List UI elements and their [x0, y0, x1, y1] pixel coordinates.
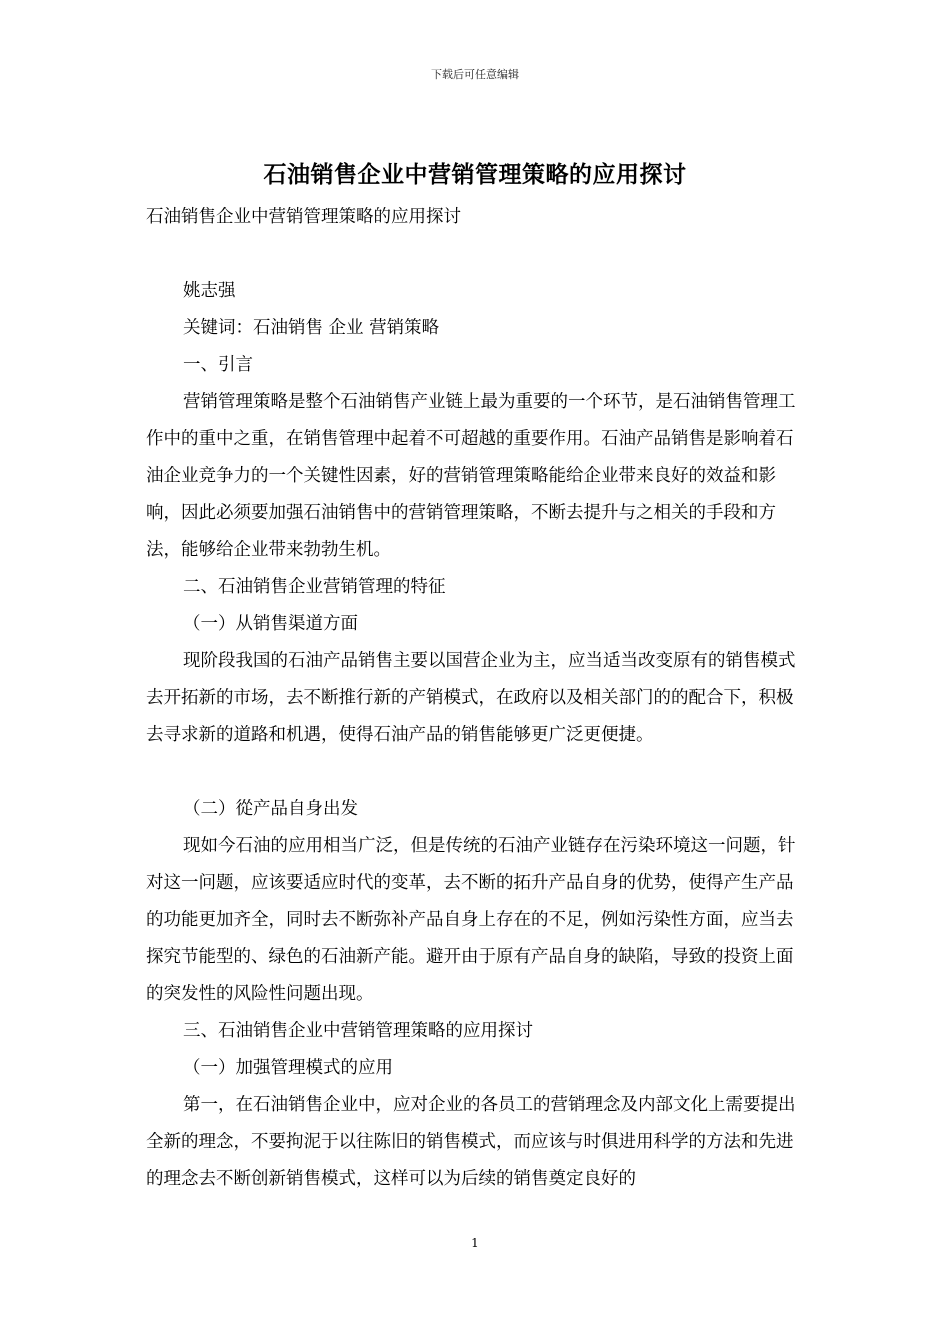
- page-number: 1: [471, 1236, 479, 1250]
- author: 姚志强: [183, 281, 236, 301]
- paragraph-2-2: 现如今石油的应用相当广泛，但是传统的石油产业链存在污染环境这一问题，针对这一问题，应该要适应时代的变革，去不断的拓升产品自身的优势，使得产生产品的功能更加齐全，同时去不断弥补产品自身上存在的不足，例如污染性方面，应当去探究节能型的、绿色的石油新产能。避开由于原有产品自身的缺陷，导致的投资上面的突发性的风险性问题出现。: [146, 836, 796, 1004]
- subheading-2-1: （一）从销售渠道方面: [183, 614, 358, 634]
- section-heading-intro: 一、引言: [183, 355, 253, 375]
- keywords: 关键词：石油销售 企业 营销策略: [183, 318, 440, 338]
- paragraph-3-1: 第一，在石油销售企业中，应对企业的各员工的营销理念及内部文化上需要提出全新的理念，不要拘泥于以往陈旧的销售模式，而应该与时俱进用科学的方法和先进的理念去不断创新销售模式，这样可以为后续的销售奠定良好的: [146, 1095, 796, 1189]
- section-heading-2: 二、石油销售企业营销管理的特征: [183, 577, 446, 597]
- paragraph-2-1: 现阶段我国的石油产品销售主要以国营企业为主，应当适当改变原有的销售模式去开拓新的市场，去不断推行新的产销模式，在政府以及相关部门的的配合下，积极去寻求新的道路和机遇，使得石油产品的销售能够更广泛更便捷。: [146, 651, 796, 745]
- page-header-note: 下载后可任意编辑: [431, 68, 519, 81]
- document-title: 石油销售企业中营销管理策略的应用探讨: [263, 161, 687, 188]
- subtitle: 石油销售企业中营销管理策略的应用探讨: [146, 207, 461, 227]
- document-body: [146, 199, 810, 1198]
- subheading-3-1: （一）加强管理模式的应用: [183, 1058, 393, 1078]
- subheading-2-2: （二）從产品自身出发: [183, 799, 358, 819]
- paragraph-intro: 营销管理策略是整个石油销售产业链上最为重要的一个环节，是石油销售管理工作中的重中之重，在销售管理中起着不可超越的重要作用。石油产品销售是影响着石油企业竞争力的一个关键性因素，好的营销管理策略能给企业带来良好的效益和影响，因此必须要加强石油销售中的营销管理策略，不断去提升与之相关的手段和方法，能够给企业带来勃勃生机。: [146, 392, 796, 560]
- blank-line: [146, 236, 810, 273]
- section-heading-3: 三、石油销售企业中营销管理策略的应用探讨: [183, 1021, 533, 1041]
- blank-line: [146, 754, 810, 791]
